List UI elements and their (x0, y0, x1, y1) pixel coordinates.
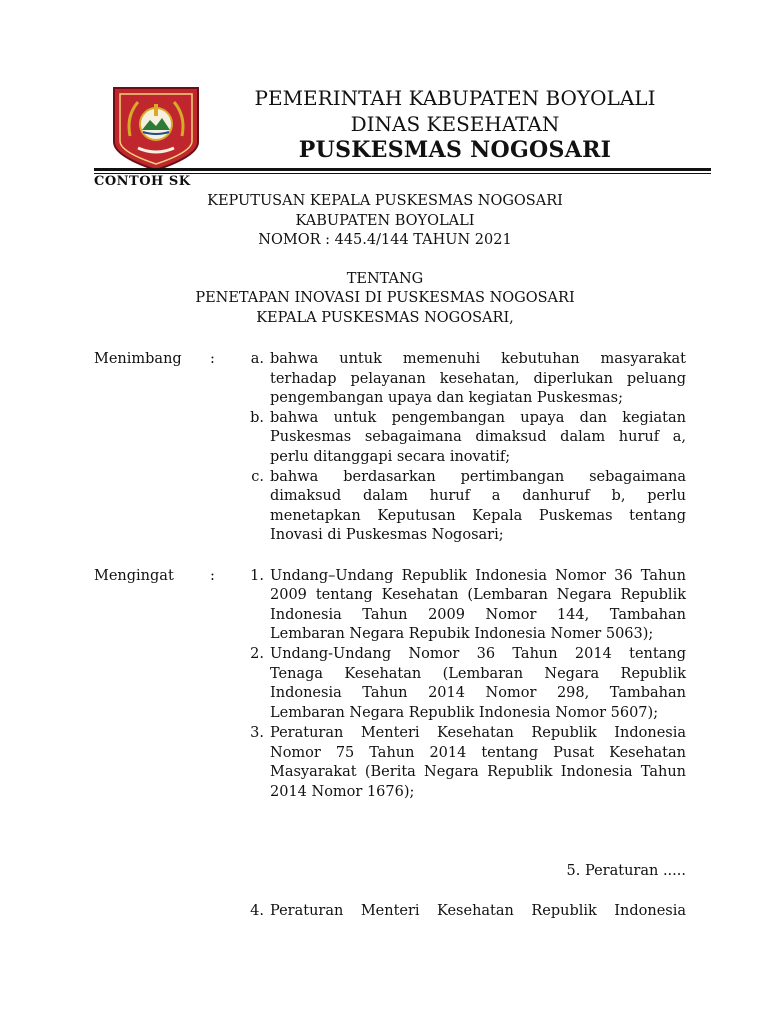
menimbang-item-a-marker: a. (250, 351, 264, 367)
decree-regency: KABUPATEN BOYOLALI (295, 213, 475, 229)
menimbang-item-c-line: dimaksud dalam huruf a danhuruf b, perlu (270, 488, 686, 504)
menimbang-colon: : (210, 351, 215, 367)
letterhead-institution: PUSKESMAS NOGOSARI (298, 137, 612, 163)
mengingat-label: Mengingat (94, 568, 174, 584)
menimbang-item-c-line: Inovasi di Puskesmas Nogosari; (270, 527, 504, 543)
decree-about: TENTANG (346, 271, 424, 287)
menimbang-item-a-line: pengembangan upaya dan kegiatan Puskesmas; (270, 390, 623, 406)
menimbang-item-b-line: Puskesmas sebagaimana dimaksud dalam huruf a, (270, 429, 686, 445)
decree-signer: KEPALA PUSKESMAS NOGOSARI, (256, 310, 514, 326)
mengingat-item-4-line: Peraturan Menteri Kesehatan Republik Indonesia (270, 903, 686, 919)
mengingat-item-1-line: 2009 tentang Kesehatan (Lembaran Negara Republik (270, 587, 686, 603)
letterhead-rule-thick (94, 168, 711, 171)
continuation-note: 5. Peraturan ..... (566, 863, 686, 879)
mengingat-item-4-marker: 4. (250, 903, 264, 919)
mengingat-item-2-line: Indonesia Tahun 2014 Nomor 298, Tambahan (270, 685, 686, 701)
menimbang-item-c-marker: c. (251, 469, 264, 485)
menimbang-item-b-line: bahwa untuk pengembangan upaya dan kegiatan (270, 410, 686, 426)
menimbang-item-c-line: menetapkan Keputusan Kepala Puskemas tentang (270, 508, 686, 524)
boyolali-emblem-logo (108, 86, 204, 172)
mengingat-item-2-line: Lembaran Negara Republik Indonesia Nomor 5607); (270, 705, 659, 721)
menimbang-label: Menimbang (94, 351, 182, 367)
sample-note: CONTOH SK (94, 174, 191, 189)
mengingat-colon: : (210, 568, 215, 584)
mengingat-item-3-line: Nomor 75 Tahun 2014 tentang Pusat Kesehatan (270, 745, 686, 761)
menimbang-item-b-line: perlu ditanggapi secara inovatif; (270, 449, 511, 465)
mengingat-item-3-marker: 3. (250, 725, 264, 741)
mengingat-item-2-line: Tenaga Kesehatan (Lembaran Negara Republik (270, 666, 686, 682)
mengingat-item-1-line: Indonesia Tahun 2009 Nomor 144, Tambahan (270, 607, 686, 623)
mengingat-item-3-line: Peraturan Menteri Kesehatan Republik Indonesia (270, 725, 686, 741)
menimbang-item-b-marker: b. (250, 410, 264, 426)
decree-title: KEPUTUSAN KEPALA PUSKESMAS NOGOSARI (207, 193, 563, 209)
mengingat-item-3-line: 2014 Nomor 1676); (270, 784, 415, 800)
mengingat-item-1-line: Undang–Undang Republik Indonesia Nomor 36 Tahun (270, 568, 686, 584)
menimbang-item-a-line: bahwa untuk memenuhi kebutuhan masyarakat (270, 351, 686, 367)
decree-number: NOMOR : 445.4/144 TAHUN 2021 (258, 232, 512, 248)
letterhead-agency: DINAS KESEHATAN (350, 112, 560, 136)
decree-subject: PENETAPAN INOVASI DI PUSKESMAS NOGOSARI (195, 290, 575, 306)
letterhead-government: PEMERINTAH KABUPATEN BOYOLALI (254, 86, 656, 110)
mengingat-item-1-marker: 1. (250, 568, 264, 584)
mengingat-item-2-marker: 2. (250, 646, 264, 662)
menimbang-item-c-line: bahwa berdasarkan pertimbangan sebagaimana (270, 469, 686, 485)
mengingat-item-2-line: Undang-Undang Nomor 36 Tahun 2014 tentang (270, 646, 686, 662)
mengingat-item-3-line: Masyarakat (Berita Negara Republik Indonesia Tahun (270, 764, 686, 780)
mengingat-item-1-line: Lembaran Negara Repubik Indonesia Nomer 5063); (270, 626, 654, 642)
menimbang-item-a-line: terhadap pelayanan kesehatan, diperlukan peluang (270, 371, 686, 387)
